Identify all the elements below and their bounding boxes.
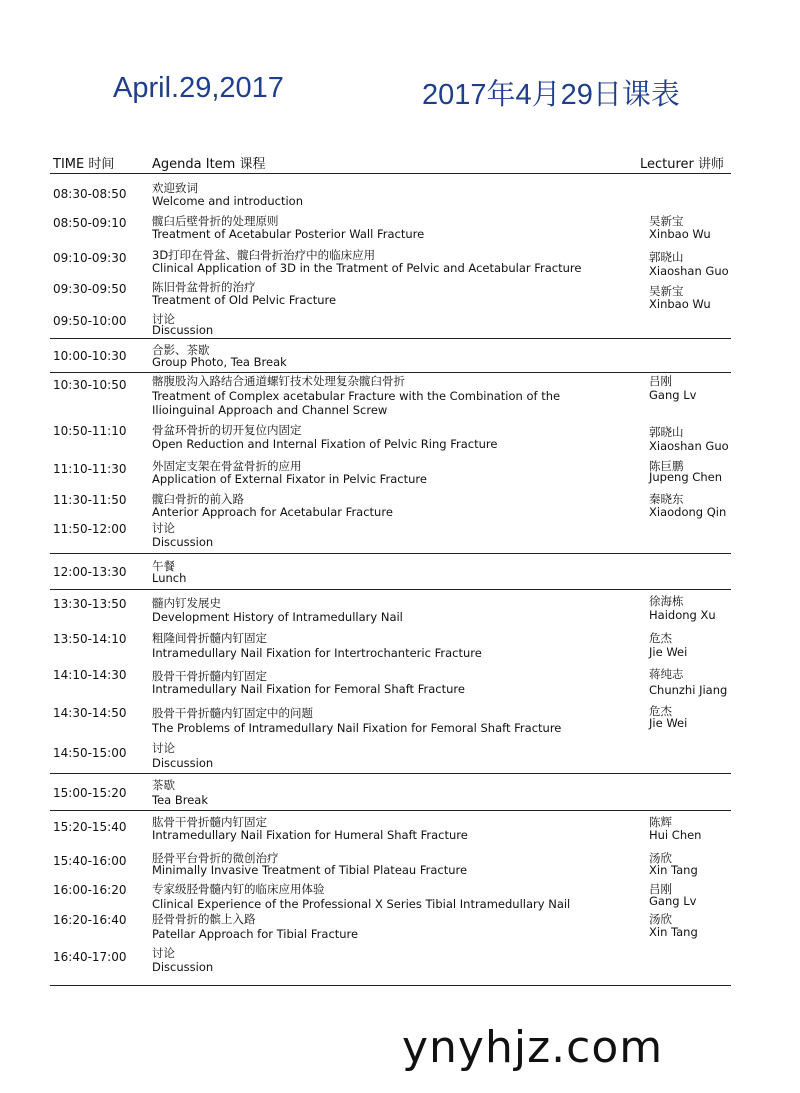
session-time: 16:20-16:40: [53, 913, 127, 927]
session-title-english: Open Reduction and Internal Fixation of Pelvic Ring Fracture: [152, 437, 498, 451]
agenda-column-header: Agenda Item 课程: [152, 157, 266, 172]
session-title-english: Discussion: [152, 535, 214, 549]
session-title-chinese: 讨论: [152, 312, 175, 326]
session-time: 11:10-11:30: [53, 462, 127, 476]
lecturer-name-english: Xiaoshan Guo: [649, 264, 729, 278]
section-divider: [50, 589, 731, 590]
lecturer-name-chinese: 秦晓东: [649, 492, 684, 506]
session-title-chinese: 讨论: [152, 521, 175, 535]
session-title-chinese: 髂腹股沟入路结合通道螺钉技术处理复杂髋臼骨折: [152, 374, 405, 388]
session-title-english: Patellar Approach for Tibial Fracture: [152, 927, 359, 941]
session-title-english: Discussion: [152, 756, 214, 770]
lecturer-name-chinese: 吴新宝: [649, 214, 684, 228]
session-title-chinese: 专家级胫骨髓内钉的临床应用体验: [152, 882, 325, 896]
session-time: 14:30-14:50: [53, 706, 127, 720]
session-time: 09:30-09:50: [53, 282, 127, 296]
session-time: 10:00-10:30: [53, 349, 127, 363]
session-title-chinese: 外固定支架在骨盆骨折的应用: [152, 459, 302, 473]
session-title-english: Application of External Fixator in Pelvic Fracture: [152, 472, 427, 486]
section-divider: [50, 553, 731, 554]
session-title-chinese: 胫骨骨折的髌上入路: [152, 912, 256, 926]
session-time: 14:50-15:00: [53, 746, 127, 760]
session-title-chinese: 午餐: [152, 559, 175, 573]
lecturer-column-header: Lecturer 讲师: [640, 157, 725, 172]
lecturer-name-english: Xinbao Wu: [649, 227, 711, 241]
session-time: 16:40-17:00: [53, 950, 127, 964]
session-title-english: Treatment of Old Pelvic Fracture: [152, 293, 337, 307]
lecturer-name-english: Jie Wei: [649, 645, 688, 659]
lecturer-name-chinese: 郭晓山: [649, 425, 684, 439]
session-time: 15:40-16:00: [53, 854, 127, 868]
session-title-english: Clinical Experience of the Professional X Series Tibial Intramedullary Nail: [152, 897, 571, 911]
session-title-english: Group Photo, Tea Break: [152, 355, 287, 369]
session-title-chinese: 髋臼后壁骨折的处理原则: [152, 214, 279, 228]
lecturer-name-english: Chunzhi Jiang: [649, 683, 728, 697]
lecturer-name-chinese: 郭晓山: [649, 250, 684, 264]
session-time: 11:50-12:00: [53, 522, 127, 536]
lecturer-name-chinese: 吕刚: [649, 374, 672, 388]
session-title-chinese: 欢迎致词: [152, 181, 198, 195]
lecturer-name-chinese: 吴新宝: [649, 284, 684, 298]
session-title-english: Welcome and introduction: [152, 194, 303, 208]
lecturer-name-english: Xiaodong Qin: [649, 505, 727, 519]
session-title-english: Intramedullary Nail Fixation for Femoral Shaft Fracture: [152, 682, 465, 696]
lecturer-name-english: Xin Tang: [649, 863, 698, 877]
session-time: 09:50-10:00: [53, 314, 127, 328]
section-divider: [50, 773, 731, 774]
session-title-english: The Problems of Intramedullary Nail Fixation for Femoral Shaft Fracture: [152, 721, 562, 735]
session-time: 08:50-09:10: [53, 216, 127, 230]
lecturer-name-chinese: 吕刚: [649, 882, 672, 896]
lecturer-name-english: Hui Chen: [649, 828, 702, 842]
session-time: 08:30-08:50: [53, 187, 127, 201]
site-watermark: ynyhjz.com: [402, 1022, 664, 1073]
lecturer-name-english: Xiaoshan Guo: [649, 439, 729, 453]
lecturer-name-english: Jie Wei: [649, 716, 688, 730]
session-title-english: Discussion: [152, 960, 214, 974]
lecturer-name-chinese: 徐海栋: [649, 594, 684, 608]
session-title-chinese: 3D打印在骨盆、髋臼骨折治疗中的临床应用: [152, 248, 376, 262]
lecturer-name-english: Haidong Xu: [649, 608, 716, 622]
session-title-english: Treatment of Acetabular Posterior Wall Fracture: [152, 227, 425, 241]
session-title-chinese: 茶歇: [152, 778, 175, 792]
session-title-english: Treatment of Complex acetabular Fracture with the Combination of the: [152, 389, 561, 403]
session-title-chinese: 骨盆环骨折的切开复位内固定: [152, 423, 302, 437]
section-divider: [50, 810, 731, 811]
session-title-english: Clinical Application of 3D in the Tratment of Pelvic and Acetabular Fracture: [152, 261, 582, 275]
session-title-chinese: 胫骨平台骨折的微创治疗: [152, 851, 279, 865]
lecturer-name-english: Gang Lv: [649, 894, 697, 908]
section-divider: [50, 338, 731, 339]
session-title-chinese: 陈旧骨盆骨折的治疗: [152, 280, 256, 294]
lecturer-name-chinese: 陈辉: [649, 815, 672, 829]
session-title-english: Intramedullary Nail Fixation for Humeral Shaft Fracture: [152, 828, 468, 842]
session-time: 12:00-13:30: [53, 565, 127, 579]
session-title-english: Minimally Invasive Treatment of Tibial Plateau Fracture: [152, 863, 468, 877]
session-time: 10:30-10:50: [53, 378, 127, 392]
lecturer-name-chinese: 危杰: [649, 631, 672, 645]
section-divider: [50, 372, 731, 373]
session-title-english: Tea Break: [152, 793, 208, 807]
session-time: 14:10-14:30: [53, 668, 127, 682]
date-title-chinese: 2017年4月29日课表: [422, 79, 680, 111]
session-title-chinese: 肱骨干骨折髓内钉固定: [152, 815, 267, 829]
lecturer-name-chinese: 汤欣: [649, 912, 672, 926]
session-title-chinese: 股骨干骨折髓内钉固定: [152, 669, 267, 683]
lecturer-name-chinese: 蒋纯志: [649, 667, 684, 681]
session-title-english-line2: Ilioinguinal Approach and Channel Screw: [152, 403, 388, 417]
lecturer-name-chinese: 汤欣: [649, 851, 672, 865]
session-title-english: Development History of Intramedullary Nail: [152, 610, 403, 624]
lecturer-name-english: Jupeng Chen: [649, 470, 722, 484]
table-bottom-divider: [50, 985, 731, 986]
session-title-english: Lunch: [152, 571, 187, 585]
lecturer-name-english: Xinbao Wu: [649, 297, 711, 311]
session-time: 11:30-11:50: [53, 493, 127, 507]
session-time: 13:50-14:10: [53, 632, 127, 646]
time-column-header: TIME 时间: [53, 157, 115, 172]
session-time: 13:30-13:50: [53, 597, 127, 611]
session-title-chinese: 讨论: [152, 741, 175, 755]
session-title-chinese: 讨论: [152, 946, 175, 960]
lecturer-name-english: Xin Tang: [649, 925, 698, 939]
session-time: 16:00-16:20: [53, 883, 127, 897]
session-title-chinese: 髋臼骨折的前入路: [152, 492, 244, 506]
session-time: 09:10-09:30: [53, 251, 127, 265]
lecturer-name-chinese: 危杰: [649, 704, 672, 718]
lecturer-name-chinese: 陈巨鹏: [649, 459, 684, 473]
session-title-chinese: 合影、茶歇: [152, 343, 210, 357]
session-time: 10:50-11:10: [53, 424, 127, 438]
session-title-english: Anterior Approach for Acetabular Fracture: [152, 505, 393, 519]
session-time: 15:00-15:20: [53, 786, 127, 800]
session-title-english: Discussion: [152, 323, 214, 337]
lecturer-name-english: Gang Lv: [649, 388, 697, 402]
session-title-chinese: 股骨干骨折髓内钉固定中的问题: [152, 706, 313, 720]
session-time: 15:20-15:40: [53, 820, 127, 834]
header-divider: [50, 173, 731, 174]
date-title-english: April.29,2017: [113, 72, 284, 104]
session-title-chinese: 髓内钉发展史: [152, 596, 221, 610]
session-title-chinese: 粗隆间骨折髓内钉固定: [152, 631, 267, 645]
session-title-english: Intramedullary Nail Fixation for Intertrochanteric Fracture: [152, 646, 482, 660]
